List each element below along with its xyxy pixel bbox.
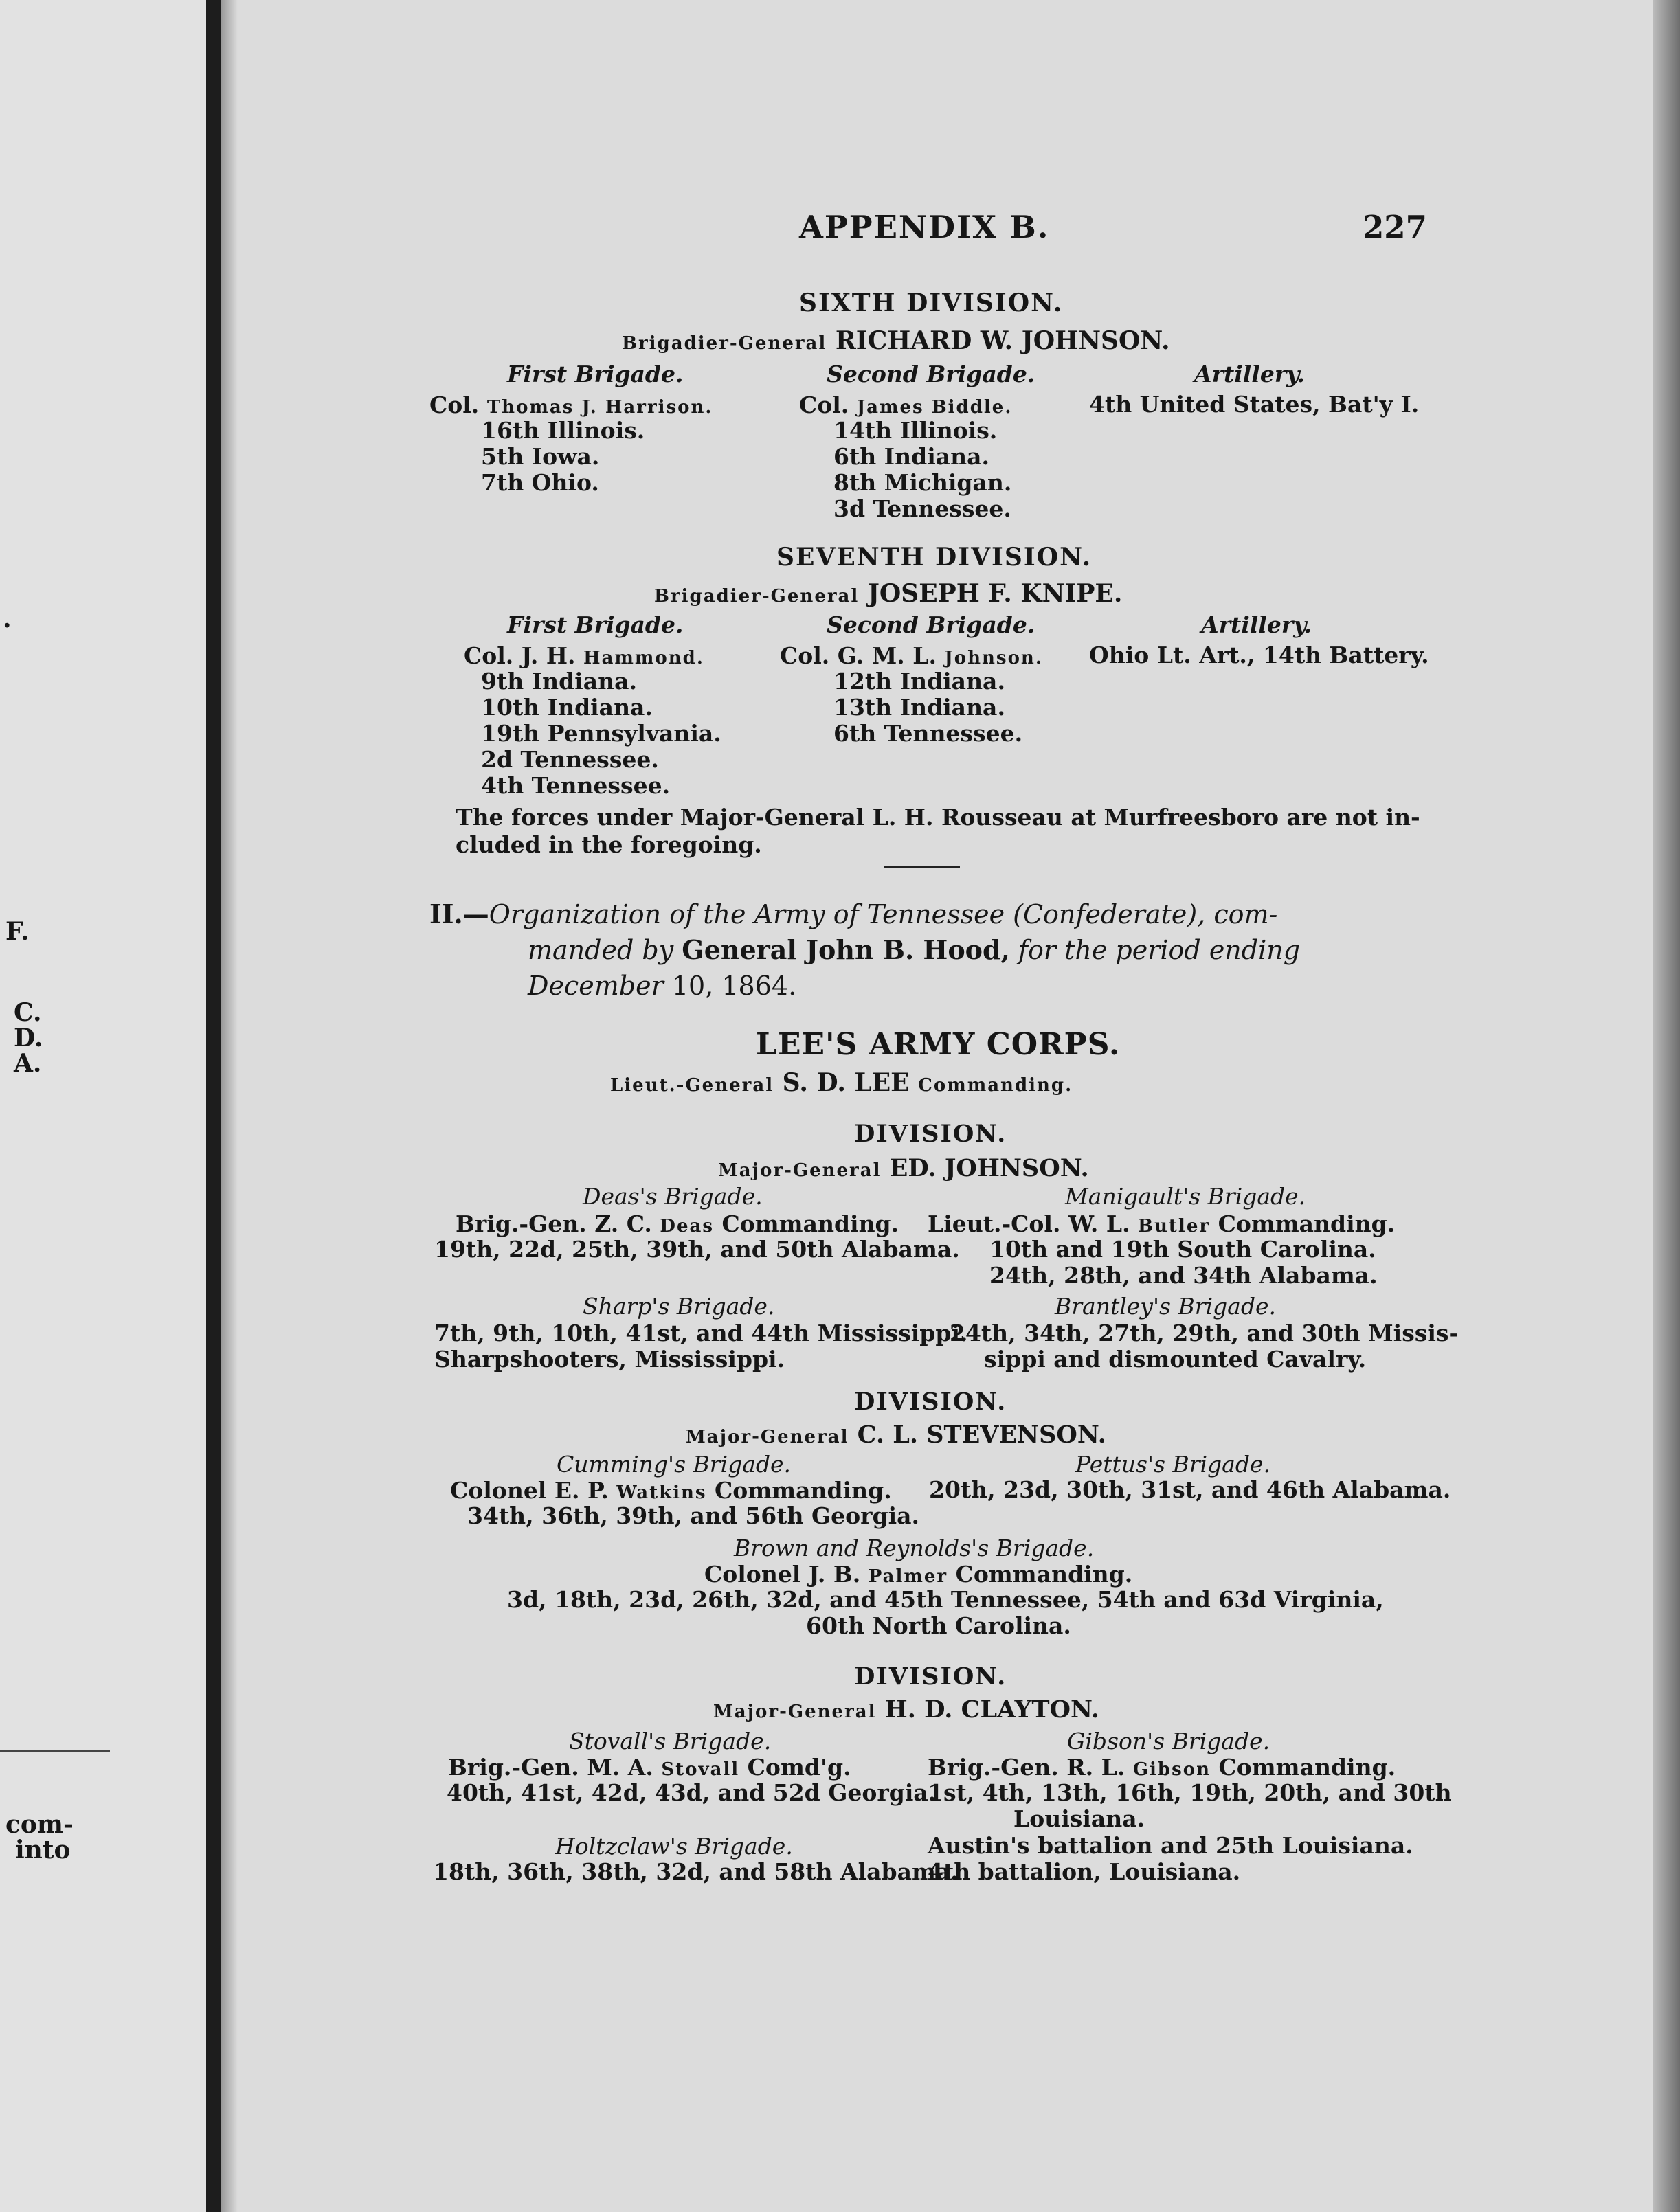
- unit-list: [989, 1237, 1378, 1289]
- brigade-commander: Brig.-Gen. M. A. Stovall Comd'g.: [448, 1754, 851, 1781]
- margin-fragment: F.: [5, 917, 30, 946]
- unit-entry: 40th, 41st, 42d, 43d, and 52d Georgia.: [447, 1779, 937, 1806]
- brigade-name: First Brigade.: [507, 611, 684, 638]
- unit-entry: 1st, 4th, 13th, 16th, 19th, 20th, and 30th: [928, 1779, 1452, 1806]
- note-line: The forces under Major-General L. H. Rousseau at Murfreesboro are not in-: [456, 804, 1420, 831]
- brigade-commander: Colonel J. B. Palmer Commanding.: [704, 1561, 1133, 1588]
- unit-entry: 4th United States, Bat'y I.: [1089, 391, 1420, 418]
- brigade-name: Second Brigade.: [827, 361, 1035, 387]
- unit-entry: 10th and 19th South Carolina.: [989, 1236, 1376, 1263]
- margin-fragment: into: [15, 1836, 71, 1864]
- brigade-name: Artillery.: [1201, 611, 1312, 638]
- division-title: DIVISION.: [854, 1120, 1007, 1148]
- unit-entry: 3d, 18th, 23d, 26th, 32d, and 45th Tennessee, 54th and 63d Virginia,: [507, 1586, 1384, 1613]
- brigade-name: Gibson's Brigade.: [1067, 1728, 1270, 1754]
- running-head: APPENDIX B.: [799, 209, 1050, 245]
- division-commander: Major-General H. D. CLAYTON.: [713, 1695, 1099, 1724]
- unit-entry: Sharpshooters, Mississippi.: [434, 1346, 785, 1373]
- unit-entry: 6th Indiana.: [833, 443, 989, 470]
- unit-entry: 34th, 36th, 39th, and 56th Georgia.: [467, 1502, 920, 1529]
- division-title: DIVISION.: [854, 1388, 1007, 1416]
- corps-commander: Lieut.-General S. D. LEE Commanding.: [610, 1068, 1073, 1097]
- unit-entry: Ohio Lt. Art., 14th Battery.: [1089, 642, 1429, 668]
- brigade-commander: Brig.-Gen. Z. C. Deas Commanding.: [456, 1210, 899, 1237]
- unit-entry: sippi and dismounted Cavalry.: [984, 1346, 1367, 1373]
- brigade-name: Manigault's Brigade.: [1065, 1183, 1306, 1210]
- margin-rule: [0, 1750, 110, 1752]
- division-title: SIXTH DIVISION.: [799, 289, 1064, 317]
- unit-entry: 24th, 28th, and 34th Alabama.: [989, 1262, 1378, 1289]
- brigade-commander: Colonel E. P. Watkins Commanding.: [450, 1477, 892, 1504]
- page-number: 227: [1363, 209, 1427, 245]
- unit-entry: 14th Illinois.: [833, 417, 998, 444]
- gutter-shadow: [221, 0, 238, 2212]
- note-paragraph: [456, 804, 1420, 859]
- margin-fragment: A.: [14, 1049, 42, 1078]
- unit-entry: 60th North Carolina.: [806, 1612, 1071, 1639]
- corps-title: LEE'S ARMY CORPS.: [756, 1027, 1121, 1062]
- note-line: cluded in the foregoing.: [456, 831, 762, 858]
- unit-entry: 12th Indiana.: [833, 668, 1005, 695]
- brigade-commander: Lieut.-Col. W. L. Butler Commanding.: [928, 1210, 1396, 1237]
- brigade-name: First Brigade.: [507, 361, 684, 387]
- artillery-list: [1089, 642, 1429, 668]
- division-commander: Brigadier-General RICHARD W. JOHNSON.: [622, 326, 1170, 355]
- unit-entry: Louisiana.: [1013, 1805, 1145, 1832]
- division-commander: Brigadier-General JOSEPH F. KNIPE.: [654, 579, 1123, 608]
- brigade-commander: Col. G. M. L. Johnson.: [780, 642, 1043, 669]
- division-title: DIVISION.: [854, 1662, 1007, 1691]
- artillery-list: [1089, 392, 1419, 418]
- unit-entry: 16th Illinois.: [481, 417, 645, 444]
- margin-fragment: .: [3, 605, 12, 633]
- brigade-commander: Brig.-Gen. R. L. Gibson Commanding.: [928, 1754, 1396, 1781]
- unit-list: [434, 1320, 967, 1373]
- unit-entry: 19th, 22d, 25th, 39th, and 50th Alabama.: [434, 1236, 960, 1263]
- division-title: SEVENTH DIVISION.: [776, 543, 1093, 572]
- brigade-name: Holtzclaw's Brigade.: [555, 1833, 793, 1860]
- division-commander: Major-General ED. JOHNSON.: [718, 1154, 1089, 1182]
- brigade-name: Cumming's Brigade.: [557, 1451, 792, 1478]
- brigade-name: Brown and Reynolds's Brigade.: [734, 1535, 1095, 1561]
- unit-list: [507, 1587, 1384, 1639]
- unit-list: [950, 1320, 1458, 1373]
- brigade-name: Sharp's Brigade.: [583, 1293, 775, 1320]
- unit-list: [467, 1503, 919, 1529]
- unit-entry: 19th Pennsylvania.: [481, 720, 721, 747]
- unit-entry: 8th Michigan.: [833, 469, 1012, 496]
- unit-entry: 4th Tennessee.: [481, 772, 671, 799]
- margin-fragment: C.: [14, 998, 42, 1027]
- unit-entry: 20th, 23d, 30th, 31st, and 46th Alabama.: [929, 1476, 1451, 1503]
- unit-entry: 24th, 34th, 27th, 29th, and 30th Missis-: [950, 1320, 1459, 1346]
- unit-list: [929, 1477, 1451, 1503]
- brigade-commander: Col. James Biddle.: [799, 392, 1013, 418]
- unit-entry: 13th Indiana.: [833, 694, 1005, 721]
- unit-list: [447, 1780, 936, 1806]
- unit-entry: 2d Tennessee.: [481, 746, 659, 773]
- unit-list: [833, 418, 1011, 522]
- margin-fragment: D.: [14, 1024, 43, 1052]
- page-edge-shadow: [1653, 0, 1680, 2212]
- unit-entry: 7th, 9th, 10th, 41st, and 44th Mississippi.: [434, 1320, 968, 1346]
- section-heading: II.—Organization of the Army of Tennessee (Confederate), com- manded by General John B. Hood, for the period ending December 10, 1864.: [429, 899, 1301, 1001]
- book-page: [419, 0, 1459, 2212]
- division-commander: Major-General C. L. STEVENSON.: [686, 1421, 1106, 1449]
- brigade-name: Stovall's Brigade.: [569, 1728, 772, 1754]
- unit-list: [481, 668, 721, 799]
- unit-list: [434, 1237, 960, 1263]
- brigade-commander: Col. J. H. Hammond.: [464, 642, 704, 669]
- unit-entry: 7th Ohio.: [481, 469, 599, 496]
- brigade-commander: Col. Thomas J. Harrison.: [429, 392, 713, 418]
- brigade-name: Artillery.: [1194, 361, 1306, 387]
- unit-entry: 18th, 36th, 38th, 32d, and 58th Alabama.: [433, 1858, 959, 1885]
- unit-entry: 4th battalion, Louisiana.: [928, 1858, 1241, 1885]
- unit-entry: 10th Indiana.: [481, 694, 653, 721]
- unit-entry: 5th Iowa.: [481, 443, 600, 470]
- unit-list: [928, 1780, 1452, 1832]
- brigade-name: Pettus's Brigade.: [1075, 1451, 1270, 1478]
- unit-list: [833, 668, 1022, 747]
- brigade-name: Brantley's Brigade.: [1055, 1293, 1276, 1320]
- unit-entry: 6th Tennessee.: [833, 720, 1023, 747]
- brigade-name: Second Brigade.: [827, 611, 1035, 638]
- facing-page: [0, 0, 206, 2212]
- margin-fragment: com-: [5, 1810, 74, 1839]
- unit-entry: 9th Indiana.: [481, 668, 637, 695]
- book-gutter: [206, 0, 221, 2212]
- section-rule: [884, 866, 960, 868]
- unit-entry: Austin's battalion and 25th Louisiana.: [928, 1832, 1413, 1859]
- unit-list: [928, 1833, 1413, 1885]
- unit-entry: 3d Tennessee.: [833, 495, 1011, 522]
- unit-list: [433, 1859, 959, 1885]
- unit-list: [481, 418, 645, 496]
- brigade-name: Deas's Brigade.: [583, 1183, 763, 1210]
